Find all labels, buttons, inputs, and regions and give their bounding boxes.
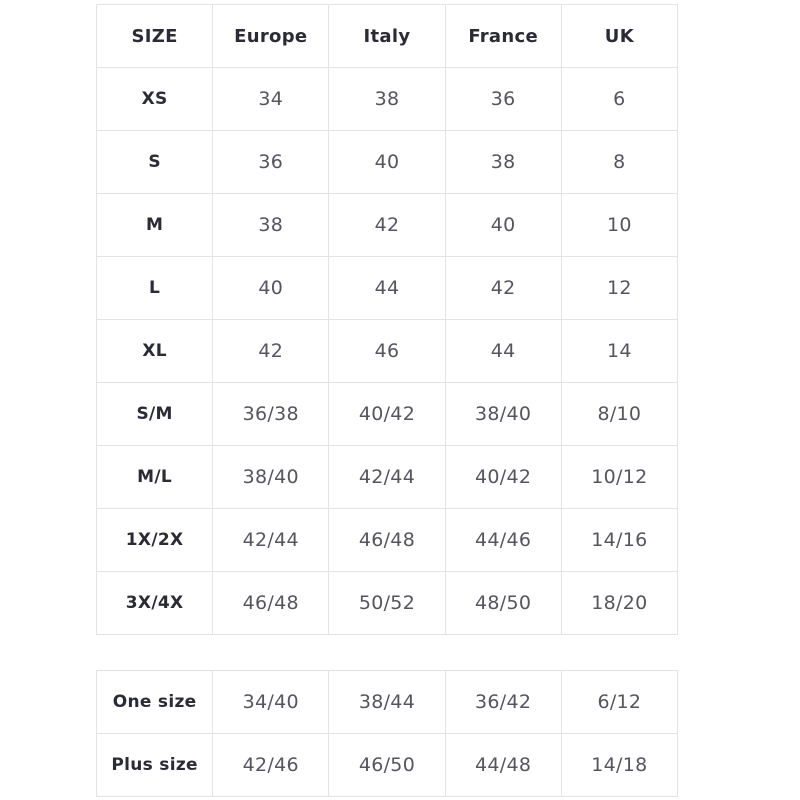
header-row (97, 5, 678, 68)
value-cell: 42 (213, 320, 329, 383)
value-cell: 48/50 (445, 572, 561, 635)
size-label-cell: 3X/4X (97, 572, 213, 635)
value-cell: 40 (213, 257, 329, 320)
value-cell: 14/16 (561, 509, 677, 572)
value-cell: 46 (329, 320, 445, 383)
table-row (97, 446, 678, 509)
value-cell: 38 (329, 68, 445, 131)
size-label-cell: XS (97, 68, 213, 131)
value-cell: 50/52 (329, 572, 445, 635)
value-cell: 46/50 (329, 734, 445, 797)
value-cell: 40/42 (445, 446, 561, 509)
value-cell: 44/48 (445, 734, 561, 797)
value-cell: 42/44 (329, 446, 445, 509)
value-cell: 6/12 (561, 671, 677, 734)
value-cell: 38/40 (445, 383, 561, 446)
column-header-size: SIZE (97, 5, 213, 68)
value-cell: 46/48 (329, 509, 445, 572)
size-chart-page (96, 4, 678, 797)
value-cell: 10 (561, 194, 677, 257)
value-cell: 18/20 (561, 572, 677, 635)
value-cell: 38 (213, 194, 329, 257)
table-row (97, 320, 678, 383)
value-cell: 44/46 (445, 509, 561, 572)
value-cell: 44 (329, 257, 445, 320)
value-cell: 12 (561, 257, 677, 320)
column-header-uk: UK (561, 5, 677, 68)
size-label-cell: S/M (97, 383, 213, 446)
value-cell: 42/46 (213, 734, 329, 797)
value-cell: 42 (329, 194, 445, 257)
table-row (97, 671, 678, 734)
value-cell: 34/40 (213, 671, 329, 734)
value-cell: 10/12 (561, 446, 677, 509)
size-label-cell: M/L (97, 446, 213, 509)
value-cell: 38 (445, 131, 561, 194)
value-cell: 36/38 (213, 383, 329, 446)
table-row (97, 131, 678, 194)
value-cell: 34 (213, 68, 329, 131)
size-label-cell: S (97, 131, 213, 194)
value-cell: 36 (213, 131, 329, 194)
value-cell: 38/40 (213, 446, 329, 509)
value-cell: 14/18 (561, 734, 677, 797)
table-row (97, 509, 678, 572)
table-row (97, 194, 678, 257)
value-cell: 38/44 (329, 671, 445, 734)
size-label-cell: L (97, 257, 213, 320)
value-cell: 42/44 (213, 509, 329, 572)
special-size-table (96, 670, 678, 797)
value-cell: 46/48 (213, 572, 329, 635)
value-cell: 8 (561, 131, 677, 194)
column-header-italy: Italy (329, 5, 445, 68)
size-label-cell: One size (97, 671, 213, 734)
value-cell: 36/42 (445, 671, 561, 734)
table-row (97, 572, 678, 635)
value-cell: 40 (445, 194, 561, 257)
size-label-cell: M (97, 194, 213, 257)
value-cell: 42 (445, 257, 561, 320)
table-row (97, 68, 678, 131)
value-cell: 40/42 (329, 383, 445, 446)
table-row (97, 257, 678, 320)
value-cell: 6 (561, 68, 677, 131)
size-label-cell: Plus size (97, 734, 213, 797)
value-cell: 40 (329, 131, 445, 194)
main-size-table (96, 4, 678, 635)
size-label-cell: 1X/2X (97, 509, 213, 572)
table-row (97, 734, 678, 797)
size-label-cell: XL (97, 320, 213, 383)
column-header-france: France (445, 5, 561, 68)
value-cell: 36 (445, 68, 561, 131)
column-header-europe: Europe (213, 5, 329, 68)
value-cell: 14 (561, 320, 677, 383)
table-row (97, 383, 678, 446)
value-cell: 8/10 (561, 383, 677, 446)
value-cell: 44 (445, 320, 561, 383)
